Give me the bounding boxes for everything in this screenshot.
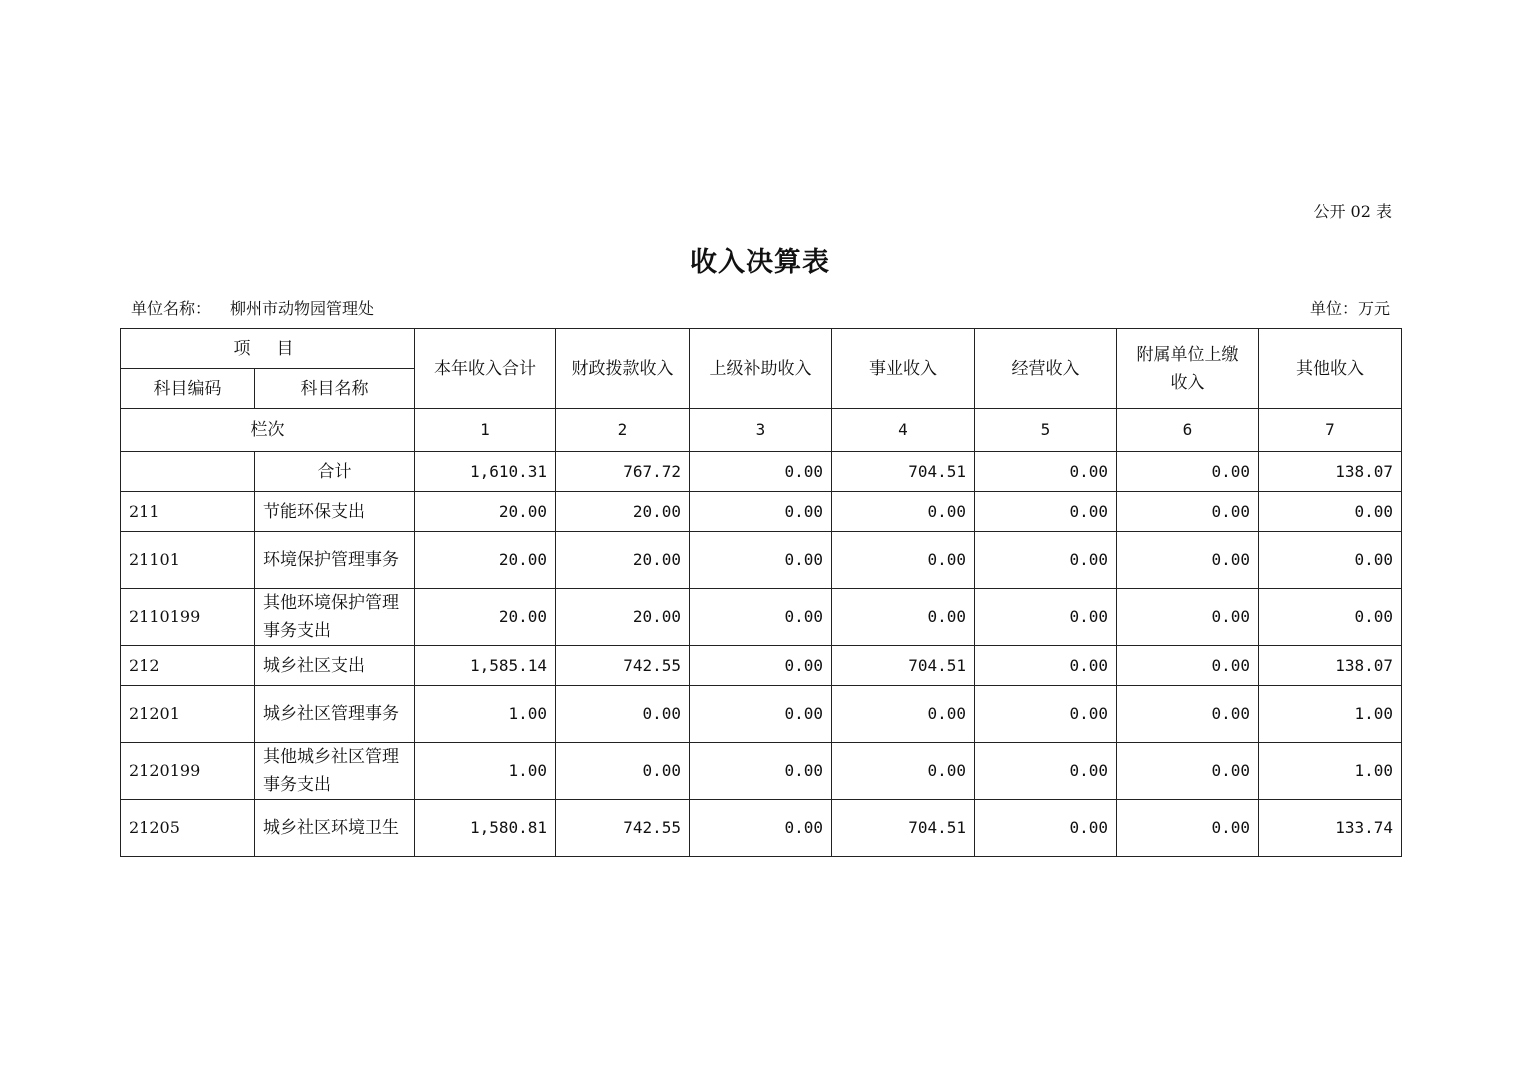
row-value: 0.00 (690, 800, 832, 857)
row-value: 0.00 (1117, 589, 1259, 646)
total-value: 0.00 (1117, 452, 1259, 492)
total-value: 767.72 (556, 452, 690, 492)
row-value: 0.00 (832, 686, 975, 743)
col-index-6: 6 (1117, 409, 1259, 452)
row-value: 0.00 (975, 686, 1117, 743)
row-value: 20.00 (556, 492, 690, 532)
header-row-1 (121, 329, 1402, 369)
row-value: 0.00 (1117, 686, 1259, 743)
row-value: 0.00 (832, 589, 975, 646)
row-value: 1.00 (415, 686, 556, 743)
header-col-4: 事业收入 (832, 329, 975, 409)
row-value: 742.55 (556, 800, 690, 857)
row-value: 0.00 (1259, 589, 1402, 646)
row-value: 20.00 (556, 532, 690, 589)
total-code (121, 452, 255, 492)
row-name: 其他城乡社区管理事务支出 (255, 743, 415, 800)
row-value: 0.00 (975, 743, 1117, 800)
header-col-3: 上级补助收入 (690, 329, 832, 409)
row-value: 0.00 (690, 492, 832, 532)
row-value: 0.00 (1117, 646, 1259, 686)
row-value: 0.00 (1117, 532, 1259, 589)
row-value: 0.00 (975, 646, 1117, 686)
row-value: 20.00 (415, 532, 556, 589)
row-value: 0.00 (690, 743, 832, 800)
total-value: 1,610.31 (415, 452, 556, 492)
col-index-3: 3 (690, 409, 832, 452)
row-value: 1.00 (415, 743, 556, 800)
row-value: 0.00 (690, 686, 832, 743)
row-value: 1.00 (1259, 743, 1402, 800)
row-value: 0.00 (690, 532, 832, 589)
header-code: 科目编码 (121, 369, 255, 409)
row-value: 0.00 (1259, 532, 1402, 589)
row-value: 0.00 (832, 743, 975, 800)
total-value: 0.00 (690, 452, 832, 492)
row-code: 21201 (121, 686, 255, 743)
row-value: 0.00 (975, 800, 1117, 857)
row-value: 0.00 (832, 532, 975, 589)
row-name: 节能环保支出 (255, 492, 415, 532)
row-name: 环境保护管理事务 (255, 532, 415, 589)
table-row (121, 800, 1402, 857)
column-index-row (121, 409, 1402, 452)
income-table (120, 328, 1402, 857)
total-row (121, 452, 1402, 492)
unit-name: 柳州市动物园管理处 (230, 299, 375, 318)
col-index-2: 2 (556, 409, 690, 452)
unit-label: 单位名称： (131, 299, 212, 318)
header-col-1: 本年收入合计 (415, 329, 556, 409)
row-code: 2120199 (121, 743, 255, 800)
row-name: 其他环境保护管理事务支出 (255, 589, 415, 646)
row-value: 20.00 (415, 492, 556, 532)
row-value: 133.74 (1259, 800, 1402, 857)
row-value: 0.00 (1117, 492, 1259, 532)
row-name: 城乡社区环境卫生 (255, 800, 415, 857)
table-row (121, 589, 1402, 646)
total-value: 138.07 (1259, 452, 1402, 492)
row-value: 704.51 (832, 800, 975, 857)
row-name: 城乡社区管理事务 (255, 686, 415, 743)
header-name: 科目名称 (255, 369, 415, 409)
table-row (121, 686, 1402, 743)
table-row (121, 492, 1402, 532)
row-value: 0.00 (1117, 800, 1259, 857)
total-value: 704.51 (832, 452, 975, 492)
page-title: 收入决算表 (690, 247, 830, 278)
row-value: 20.00 (415, 589, 556, 646)
row-value: 0.00 (975, 532, 1117, 589)
row-code: 211 (121, 492, 255, 532)
row-value: 0.00 (1259, 492, 1402, 532)
row-value: 0.00 (556, 686, 690, 743)
col-index-1: 1 (415, 409, 556, 452)
row-value: 742.55 (556, 646, 690, 686)
row-value: 0.00 (556, 743, 690, 800)
form-code: 公开 02 表 (1313, 202, 1392, 221)
row-value: 0.00 (1117, 743, 1259, 800)
row-value: 0.00 (975, 492, 1117, 532)
row-code: 212 (121, 646, 255, 686)
total-value: 0.00 (975, 452, 1117, 492)
row-code: 2110199 (121, 589, 255, 646)
row-name: 城乡社区支出 (255, 646, 415, 686)
header-col-6: 附属单位上缴收入 (1117, 329, 1259, 409)
row-value: 0.00 (690, 589, 832, 646)
row-value: 704.51 (832, 646, 975, 686)
total-label: 合计 (255, 452, 415, 492)
row-value: 1,580.81 (415, 800, 556, 857)
row-code: 21101 (121, 532, 255, 589)
header-project: 项目 (121, 329, 415, 369)
row-value: 0.00 (690, 646, 832, 686)
header-col-2: 财政拨款收入 (556, 329, 690, 409)
row-value: 0.00 (975, 589, 1117, 646)
row-value: 20.00 (556, 589, 690, 646)
currency-unit: 单位：万元 (1309, 299, 1390, 318)
header-col-7: 其他收入 (1259, 329, 1402, 409)
header-col-5: 经营收入 (975, 329, 1117, 409)
table-row (121, 532, 1402, 589)
table-row (121, 646, 1402, 686)
table-row (121, 743, 1402, 800)
row-value: 138.07 (1259, 646, 1402, 686)
row-value: 1,585.14 (415, 646, 556, 686)
row-value: 1.00 (1259, 686, 1402, 743)
row-value: 0.00 (832, 492, 975, 532)
row-code: 21205 (121, 800, 255, 857)
col-index-4: 4 (832, 409, 975, 452)
col-index-label: 栏次 (121, 409, 415, 452)
col-index-5: 5 (975, 409, 1117, 452)
col-index-7: 7 (1259, 409, 1402, 452)
